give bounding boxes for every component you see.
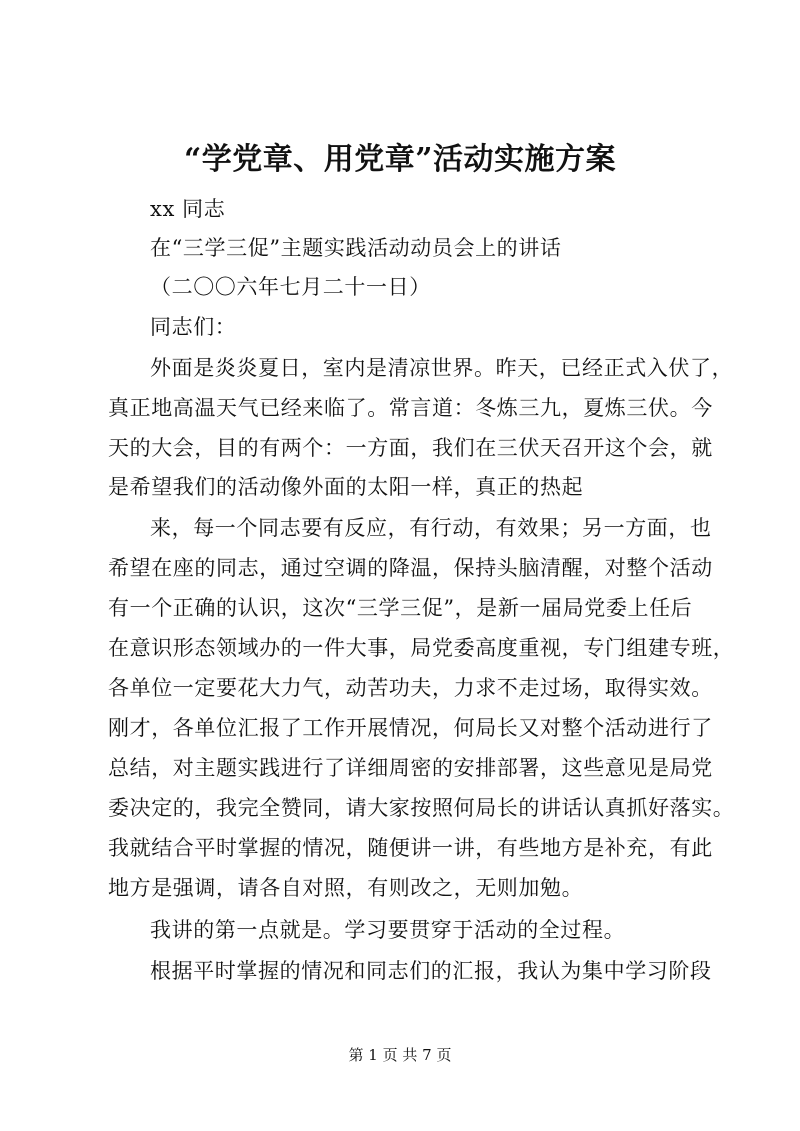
body-text-line: 我就结合平时掌握的情况，随便讲一讲，有些地方是补充，有此 [108,836,713,860]
speech-heading: 在“三学三促”主题实践活动动员会上的讲话 [150,236,562,260]
body-text-line: 外面是炎炎夏日，室内是清凉世界。昨天，已经正式入伏了， [150,356,734,380]
document-title: “学党章、用党章”活动实施方案 [183,142,616,177]
body-text-line: 各单位一定要花大力气，动苦功夫，力求不走过场，取得实效。 [108,676,713,700]
body-text-line: 地方是强调，请各自对照，有则改之，无则加勉。 [108,876,584,900]
body-text-line: 在意识形态领域办的一件大事，局党委高度重视，专门组建专班， [108,636,735,660]
body-text-line: 委决定的，我完全赞同，请大家按照何局长的讲话认真抓好落实。 [108,796,735,820]
body-text-line: 有一个正确的认识，这次“三学三促”，是新一届局党委上任后 [108,596,693,620]
body-text-line: 希望在座的同志，通过空调的降温，保持头脑清醒，对整个活动 [108,556,713,580]
body-text-line: 我讲的第一点就是。学习要贯穿于活动的全过程。 [150,918,626,942]
body-text-line: 总结，对主题实践进行了详细周密的安排部署，这些意见是局党 [108,756,713,780]
body-text-line: 是希望我们的活动像外面的太阳一样，真正的热起 [108,475,584,499]
body-text-line: 根据平时掌握的情况和同志们的汇报，我认为集中学习阶段 [150,959,712,983]
body-text-line: 真正地高温天气已经来临了。常言道：冬炼三九，夏炼三伏。今 [108,396,713,420]
body-text-line: 刚才，各单位汇报了工作开展情况，何局长又对整个活动进行了 [108,716,713,740]
page-number-footer: 第 1 页 共 7 页 [348,1046,452,1064]
body-text-line: 天的大会，目的有两个：一方面，我们在三伏天召开这个会，就 [108,436,713,460]
addressee-line: xx 同志 [150,197,226,221]
speech-date: （二〇〇六年七月二十一日） [150,275,431,299]
salutation: 同志们： [150,315,237,339]
body-text-line: 来，每一个同志要有反应，有行动，有效果；另一方面，也 [150,516,712,540]
